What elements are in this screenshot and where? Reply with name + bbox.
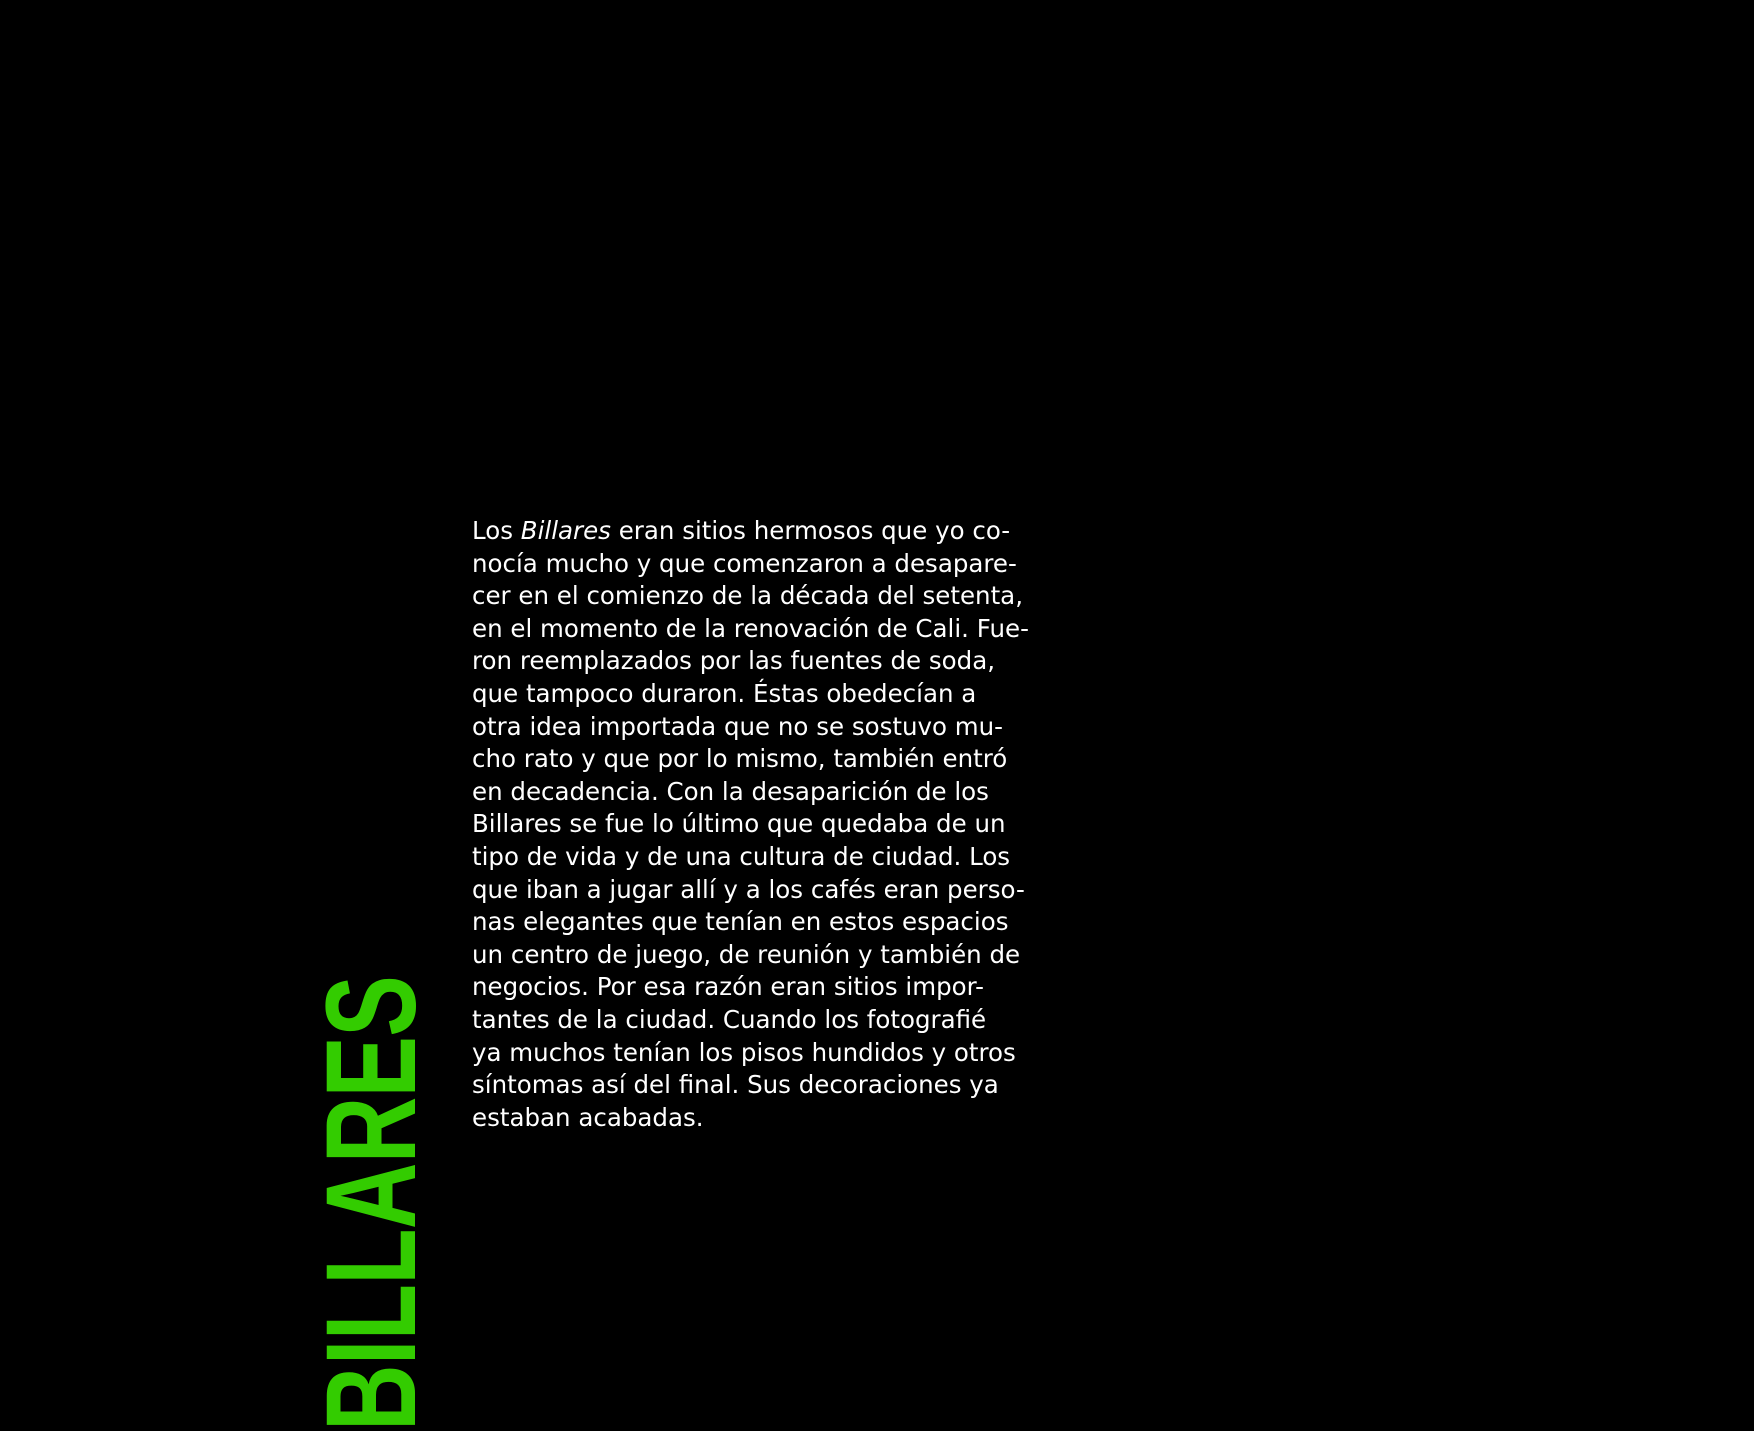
text-line: Billares se fue lo último que quedaba de un: [472, 809, 1006, 839]
text-line: cer en el comienzo de la década del setenta,: [472, 581, 1023, 611]
text-line: síntomas así del final. Sus decoraciones ya: [472, 1070, 999, 1100]
text-line: nocía mucho y que comenzaron a desapare-: [472, 548, 1017, 578]
text-line: que iban a jugar allí y a los cafés eran perso-: [472, 874, 1025, 904]
body-paragraph: [472, 515, 1052, 1134]
line-1-rest: eran sitios hermosos que yo co-: [610, 516, 1011, 545]
text-line: que tampoco duraron. Éstas obedecían a: [472, 678, 977, 708]
lead-italic: Billares: [520, 516, 611, 545]
text-line: ron reemplazados por las fuentes de soda,: [472, 646, 996, 676]
text-line: un centro de juego, de reunión y también de: [472, 939, 1021, 969]
text-line: cho rato y que por lo mismo, también entró: [472, 744, 1008, 774]
title-block: [300, 725, 443, 1431]
text-line-1: [472, 515, 1052, 548]
text-line: en decadencia. Con la desaparición de los: [472, 776, 989, 806]
section-title: BILLARES: [300, 975, 443, 1431]
text-line: otra idea importada que no se sostuvo mu-: [472, 711, 1003, 741]
text-line: estaban acabadas.: [472, 1102, 704, 1132]
lead-word: Los: [472, 516, 513, 545]
text-line: nas elegantes que tenían en estos espacios: [472, 907, 1009, 937]
text-line: negocios. Por esa razón eran sitios impor-: [472, 972, 984, 1002]
text-line: tipo de vida y de una cultura de ciudad. Los: [472, 841, 1011, 871]
text-line: en el momento de la renovación de Cali. Fue-: [472, 613, 1029, 643]
text-line: tantes de la ciudad. Cuando los fotografié: [472, 1004, 987, 1034]
text-line: ya muchos tenían los pisos hundidos y otros: [472, 1037, 1016, 1067]
